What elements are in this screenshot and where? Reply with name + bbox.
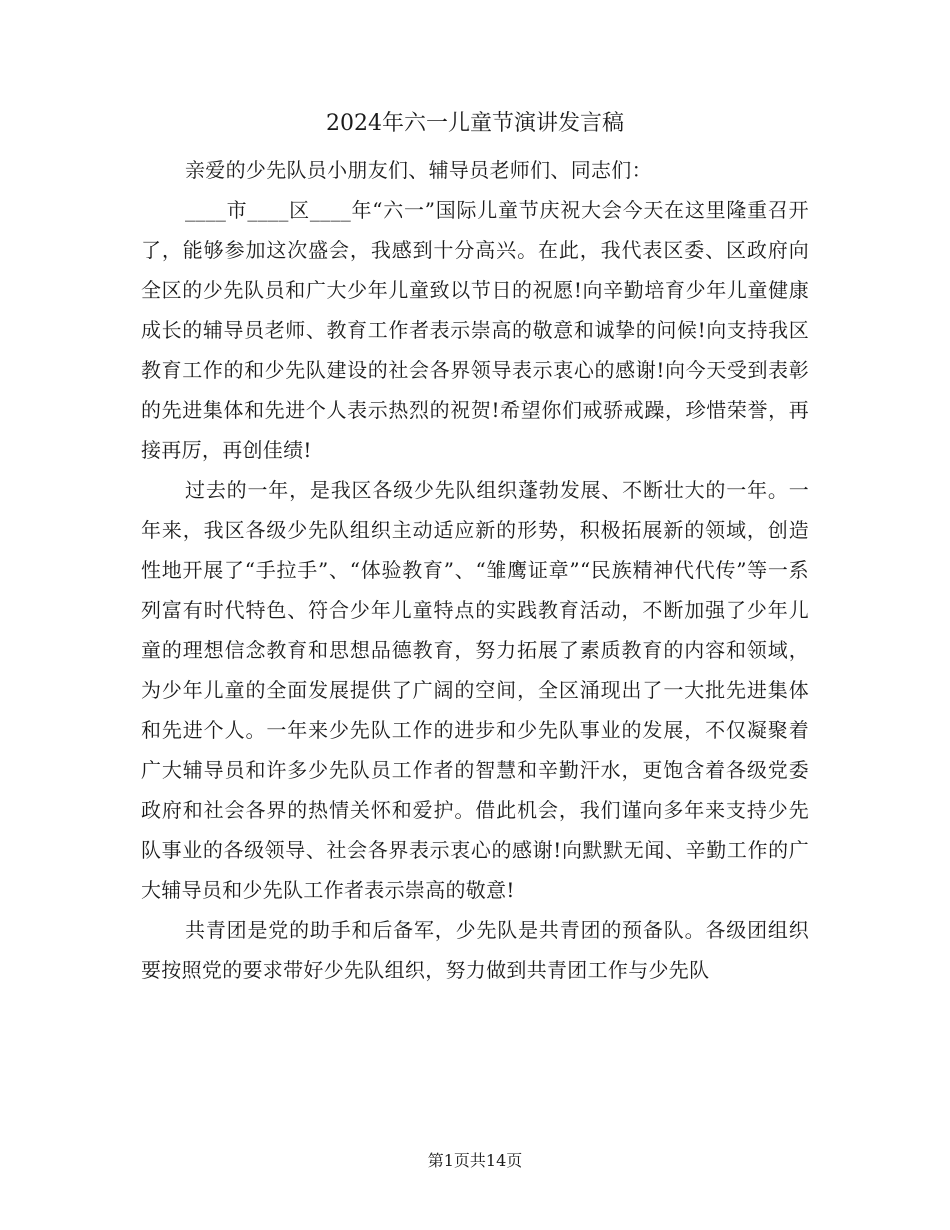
paragraph-youth-league: 共青团是党的助手和后备军，少先队是共青团的预备队。各级团组织要按照党的要求带好少先队组织，努力做到共青团工作与少先队 [141, 918, 809, 982]
page-number: 第1页共14页 [427, 1151, 523, 1170]
document-title: 2024年六一儿童节演讲发言稿 [326, 111, 624, 136]
paragraph-review: 过去的一年，是我区各级少先队组织蓬勃发展、不断壮大的一年。一年来，我区各级少先队组织主动适应新的形势，积极拓展新的领域，创造性地开展了“手拉手”、“体验教育”、“雏鹰证章”“民族精神代代传”等一系列富有时代特色、符合少年儿童特点的实践教育活动，不断加强了少年儿童的理想信念教育和思想品德教育，努力拓展了素质教育的内容和领域，为少年儿童的全面发展提供了广阔的空间，全区涌现出了一大批先进集体和先进个人。一年来少先队工作的进步和少先队事业的发展，不仅凝聚着广大辅导员和许多少先队员工作者的智慧和辛勤汗水，更饱含着各级党委政府和社会各界的热情关怀和爱护。借此机会，我们谨向多年来支持少先队事业的各级领导、社会各界表示衷心的感谢!向默默无闻、辛勤工作的广大辅导员和少先队工作者表示崇高的敬意! [141, 478, 809, 902]
paragraph-salutation: 亲爱的少先队员小朋友们、辅导员老师们、同志们： [185, 158, 652, 182]
paragraph-opening: ____市____区____年“六一”国际儿童节庆祝大会今天在这里隆重召开了，能够参加这次盛会，我感到十分高兴。在此，我代表区委、区政府向全区的少先队员和广大少年儿童致以节日的祝愿!向辛勤培育少年儿童健康成长的辅导员老师、教育工作者表示崇高的敬意和诚挚的问候!向支持我区教育工作的和少先队建设的社会各界领导表示衷心的感谢!向今天受到表彰的先进集体和先进个人表示热烈的祝贺!希望你们戒骄戒躁，珍惜荣誉，再接再厉，再创佳绩! [141, 198, 809, 462]
document-body [141, 150, 809, 990]
